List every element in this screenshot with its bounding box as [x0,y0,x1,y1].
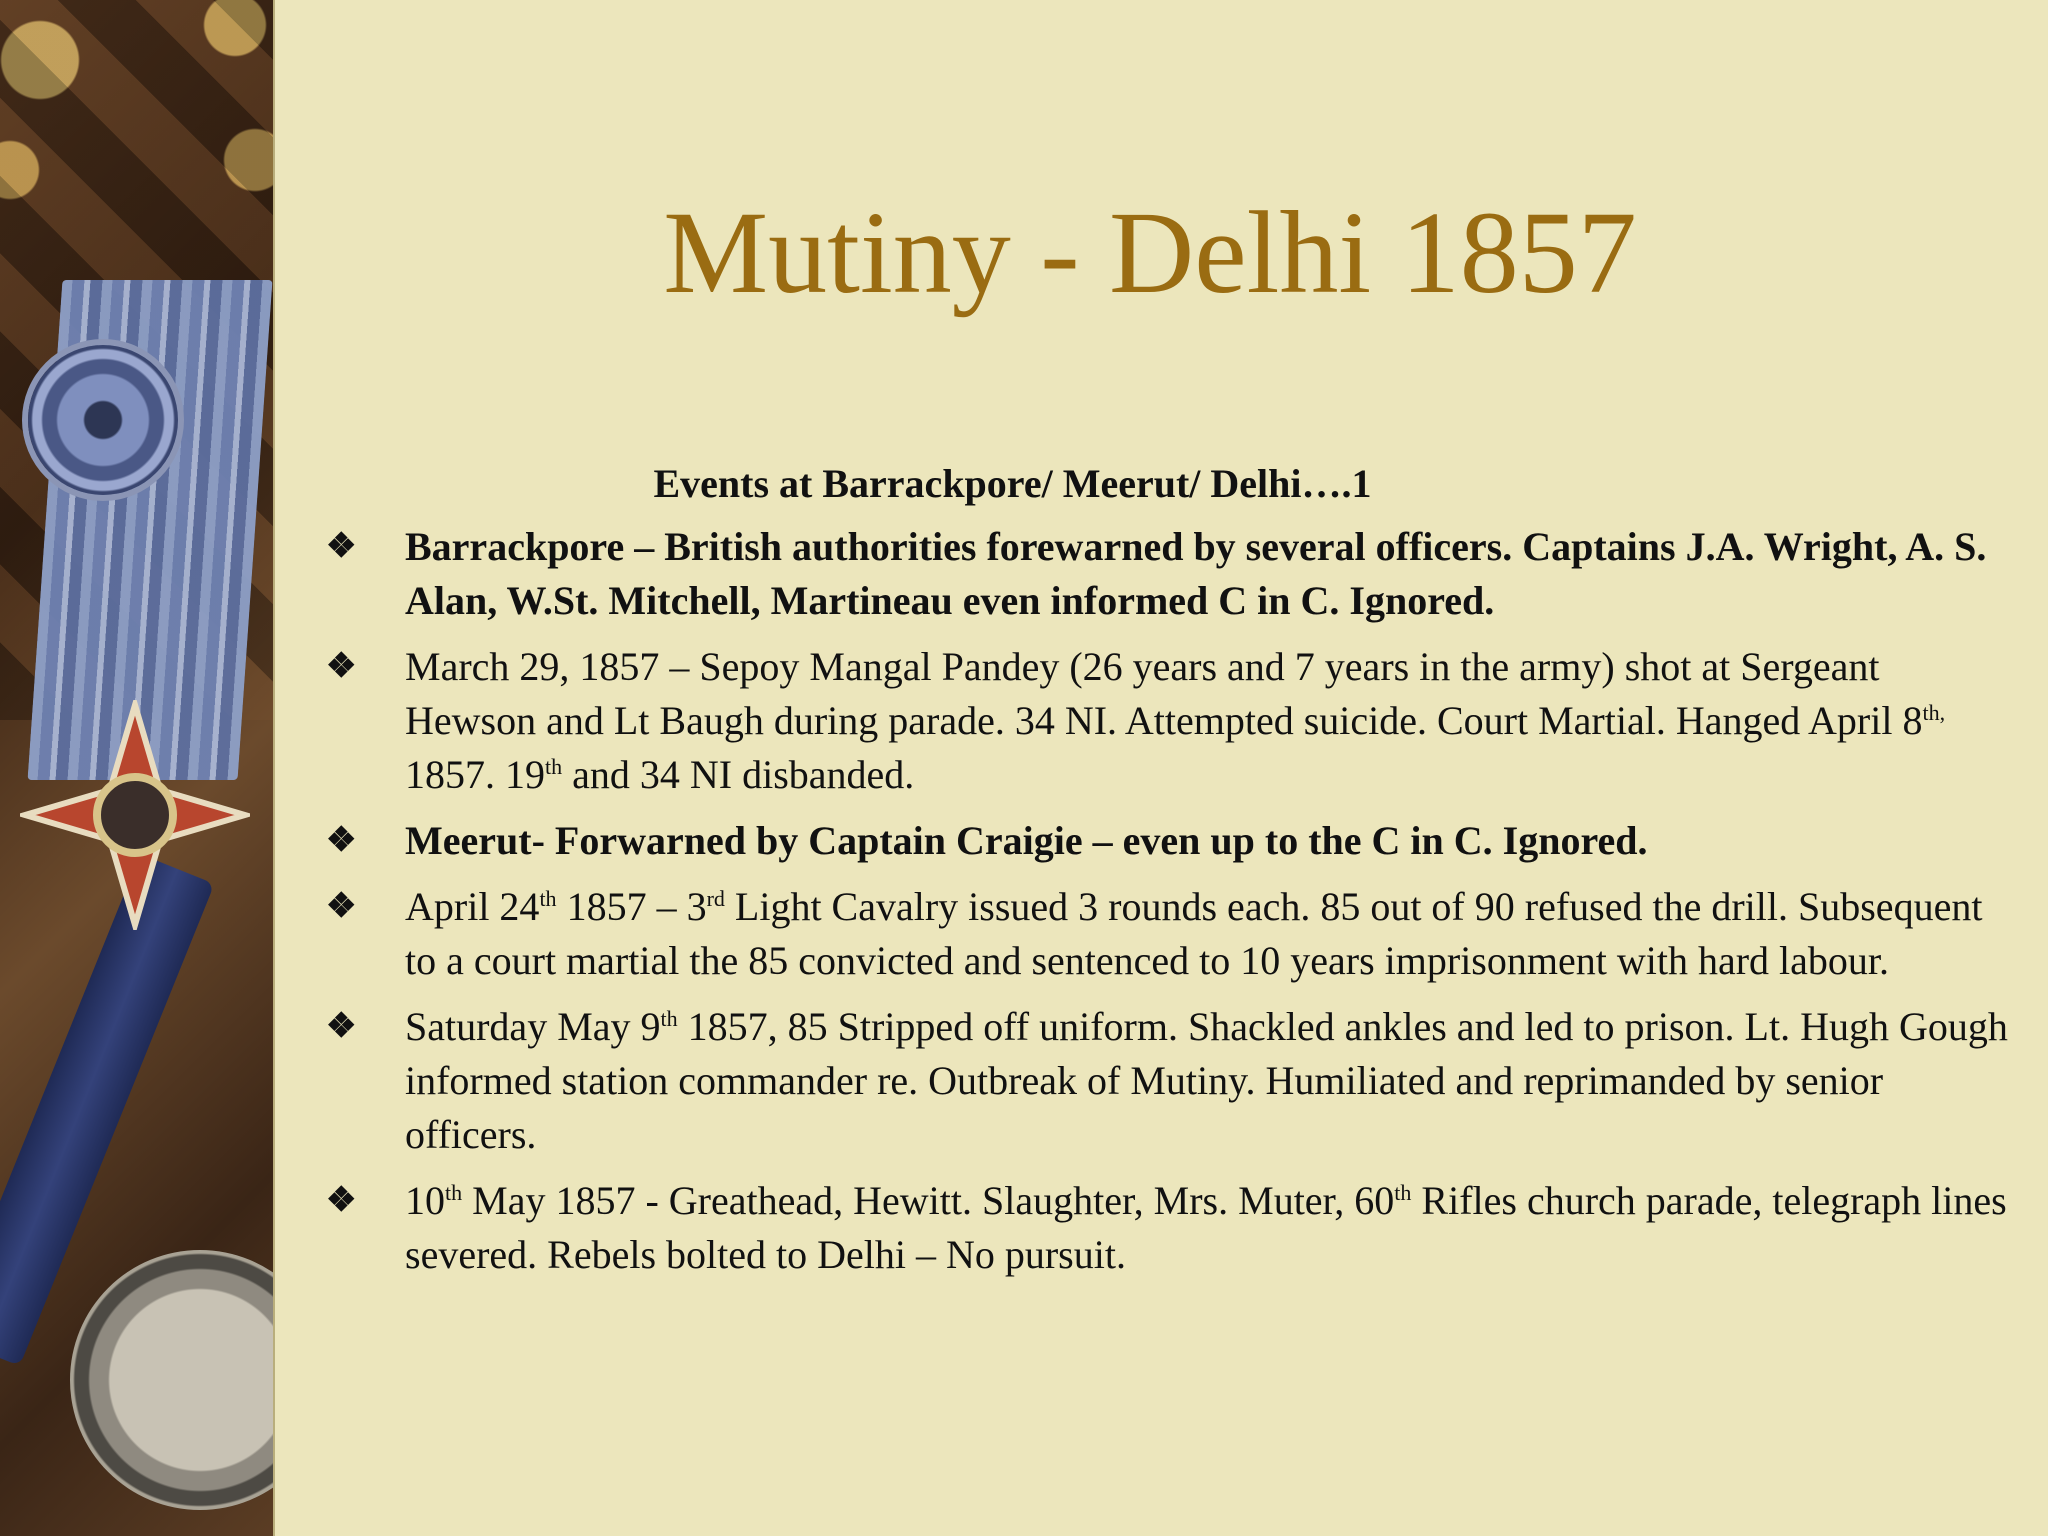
ordinal-superscript: th, [1922,700,1946,725]
four-diamond-bullet-icon: ❖ [326,528,357,565]
bullet-text: 10th May 1857 - Greathead, Hewitt. Slaughter, Mrs. Muter, 60th Rifles church parade, telegraph lines severed. Rebels bolted to Delhi – No pursuit. [405,1178,2007,1277]
four-diamond-bullet-icon: ❖ [326,1182,357,1219]
ordinal-superscript: rd [706,886,725,911]
strip-divider [273,0,275,1536]
four-diamond-bullet-icon: ❖ [326,1008,357,1045]
bullet-text: March 29, 1857 – Sepoy Mangal Pandey (26 years and 7 years in the army) shot at Sergeant Hewson and Lt Baugh during parade. 34 NI. Attempted suicide. Court Martial. Hanged April $8^{th,}$ 1857. 19th and 34 NI disbanded. [405,644,1946,797]
decorative-photo-strip [0,0,273,1536]
bullet-text: April 24th 1857 – 3rd Light Cavalry issued 3 rounds each. 85 out of 90 refused the drill. Subsequent to a court martial the 85 convicted and sentenced to 10 years imprisonment with hard labour. [405,884,1983,983]
compass-icon [70,1250,273,1510]
medal-cross-icon [20,700,250,930]
ribbon-rosette [28,345,178,495]
ordinal-superscript: th [539,886,557,911]
bullet-item [320,814,2010,868]
four-diamond-bullet-icon: ❖ [326,648,357,685]
four-diamond-bullet-icon: ❖ [326,888,357,925]
bullet-list [320,520,2010,1294]
ordinal-superscript: th [1394,1180,1412,1205]
bullet-item [320,520,2010,628]
ordinal-superscript: th [445,1180,463,1205]
ordinal-superscript: th [660,1006,678,1031]
slide-subtitle: Events at Barrackpore/ Meerut/ Delhi….1 [653,461,1372,506]
bullet-item [320,880,2010,988]
bullet-item [320,1174,2010,1282]
bullet-text: Meerut- Forwarned by Captain Craigie – even up to the C in C. Ignored. [405,818,1648,863]
bullet-text: Barrackpore – British authorities forewarned by several officers. Captains J.A. Wright, A. S. Alan, W.St. Mitchell, Martineau even informed C in C. Ignored. [405,524,1987,623]
four-diamond-bullet-icon: ❖ [326,822,357,859]
bullet-text: Saturday May 9th 1857, 85 Stripped off uniform. Shackled ankles and led to prison. Lt. Hugh Gough informed station commander re. Outbreak of Mutiny. Humiliated and reprimanded by senior officers. [405,1004,2008,1157]
slide-title: Mutiny - Delhi 1857 [663,187,1637,318]
ordinal-superscript: th [545,754,563,779]
bullet-item [320,1000,2010,1162]
bullet-item [320,640,2010,802]
